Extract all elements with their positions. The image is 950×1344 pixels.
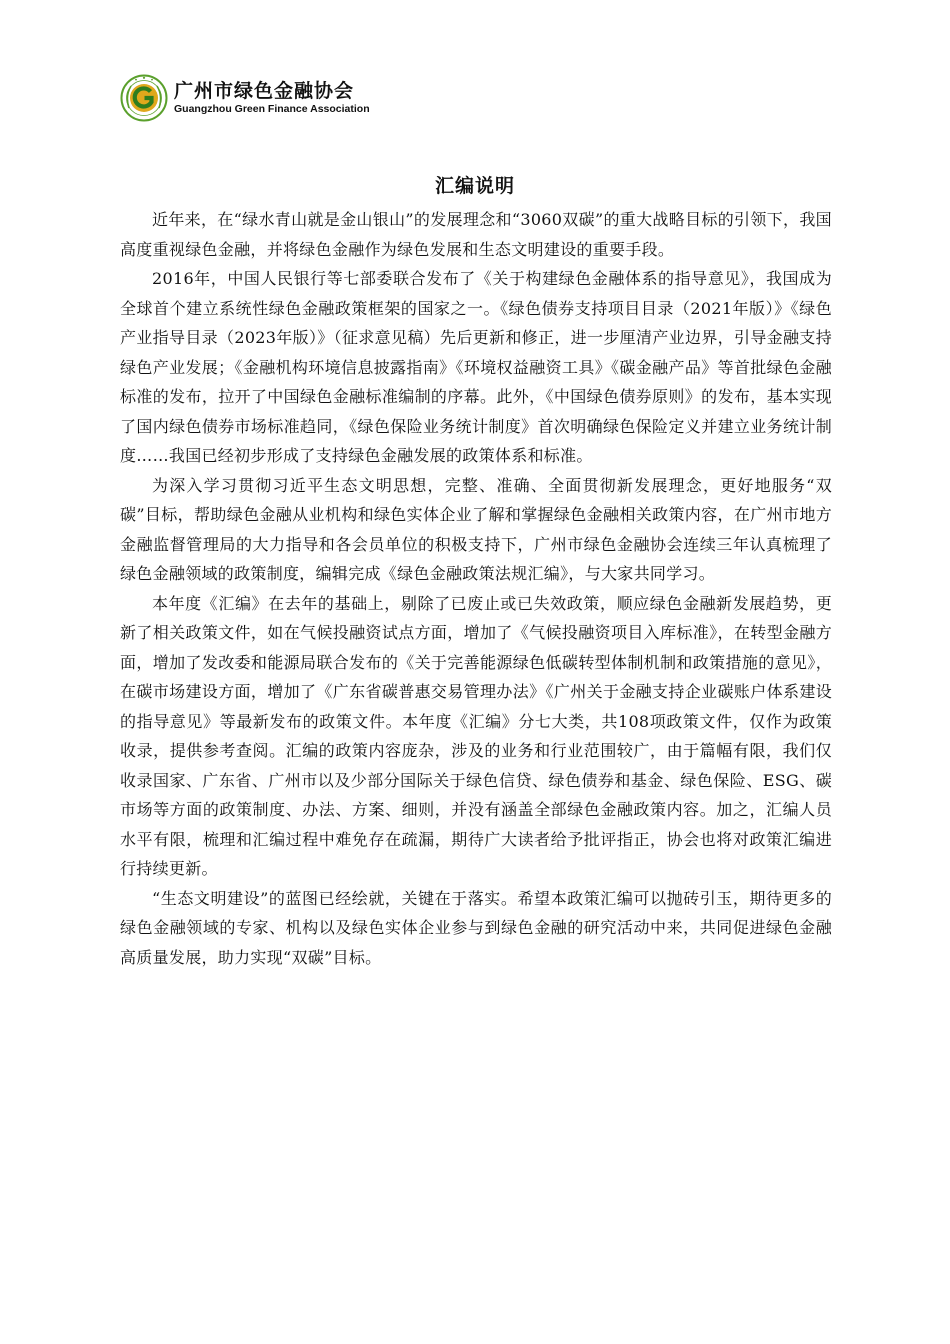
organization-name-cn: 广州市绿色金融协会: [174, 80, 355, 102]
association-logo-icon: [120, 74, 168, 122]
document-body: [120, 205, 832, 972]
paragraph-5: “生态文明建设”的蓝图已经绘就，关键在于落实。希望本政策汇编可以抛砖引玉，期待更多的绿色金融领域的专家、机构以及绿色实体企业参与到绿色金融的研究活动中来，共同促进绿色金融高质量发展，助力实现“双碳”目标。: [120, 888, 832, 967]
paragraph-4: 本年度《汇编》在去年的基础上，剔除了已废止或已失效政策，顺应绿色金融新发展趋势，更新了相关政策文件，如在气候投融资试点方面，增加了《气候投融资项目入库标准》，在转型金融方面，增加了发改委和能源局联合发布的《关于完善能源绿色低碳转型体制机制和政策措施的意见》，在碳市场建设方面，增加了《广东省碳普惠交易管理办法》《广州关于金融支持企业碳账户体系建设的指导意见》等最新发布的政策文件。本年度《汇编》分七大类，共108项政策文件，仅作为政策收录，提供参考查阅。汇编的政策内容庞杂，涉及的业务和行业范围较广，由于篇幅有限，我们仅收录国家、广东省、广州市以及少部分国际关于绿色信贷、绿色债券和基金、绿色保险、ESG、碳市场等方面的政策制度、办法、方案、细则，并没有涵盖全部绿色金融政策内容。加之，汇编人员水平有限，梳理和汇编过程中难免存在疏漏，期待广大读者给予批评指正，协会也将对政策汇编进行持续更新。: [120, 593, 832, 878]
paragraph-1: 近年来，在“绿水青山就是金山银山”的发展理念和“3060双碳”的重大战略目标的引领下，我国高度重视绿色金融，并将绿色金融作为绿色发展和生态文明建设的重要手段。: [120, 210, 832, 259]
paragraph-3: 为深入学习贯彻习近平生态文明思想，完整、准确、全面贯彻新发展理念，更好地服务“双碳”目标，帮助绿色金融从业机构和绿色实体企业了解和掌握绿色金融相关政策内容，在广州市地方金融监督管理局的大力指导和各会员单位的积极支持下，广州市绿色金融协会连续三年认真梳理了绿色金融领域的政策制度，编辑完成《绿色金融政策法规汇编》，与大家共同学习。: [120, 475, 832, 583]
page-header: [120, 72, 370, 124]
document-title: 汇编说明: [434, 175, 515, 197]
organization-name-en: Guangzhou Green Finance Association: [174, 103, 370, 115]
paragraph-2: 2016年，中国人民银行等七部委联合发布了《关于构建绿色金融体系的指导意见》，我国成为全球首个建立系统性绿色金融政策框架的国家之一。《绿色债券支持项目目录（2021年版）》《绿色产业指导目录（2023年版）》（征求意见稿）先后更新和修正，进一步厘清产业边界，引导金融支持绿色产业发展；《金融机构环境信息披露指南》《环境权益融资工具》《碳金融产品》等首批绿色金融标准的发布，拉开了中国绿色金融标准编制的序幕。此外，《中国绿色债券原则》的发布，基本实现了国内绿色债券市场标准趋同，《绿色保险业务统计制度》首次明确绿色保险定义并建立业务统计制度……我国已经初步形成了支持绿色金融发展的政策体系和标准。: [120, 269, 832, 465]
organization-name: [174, 80, 370, 116]
